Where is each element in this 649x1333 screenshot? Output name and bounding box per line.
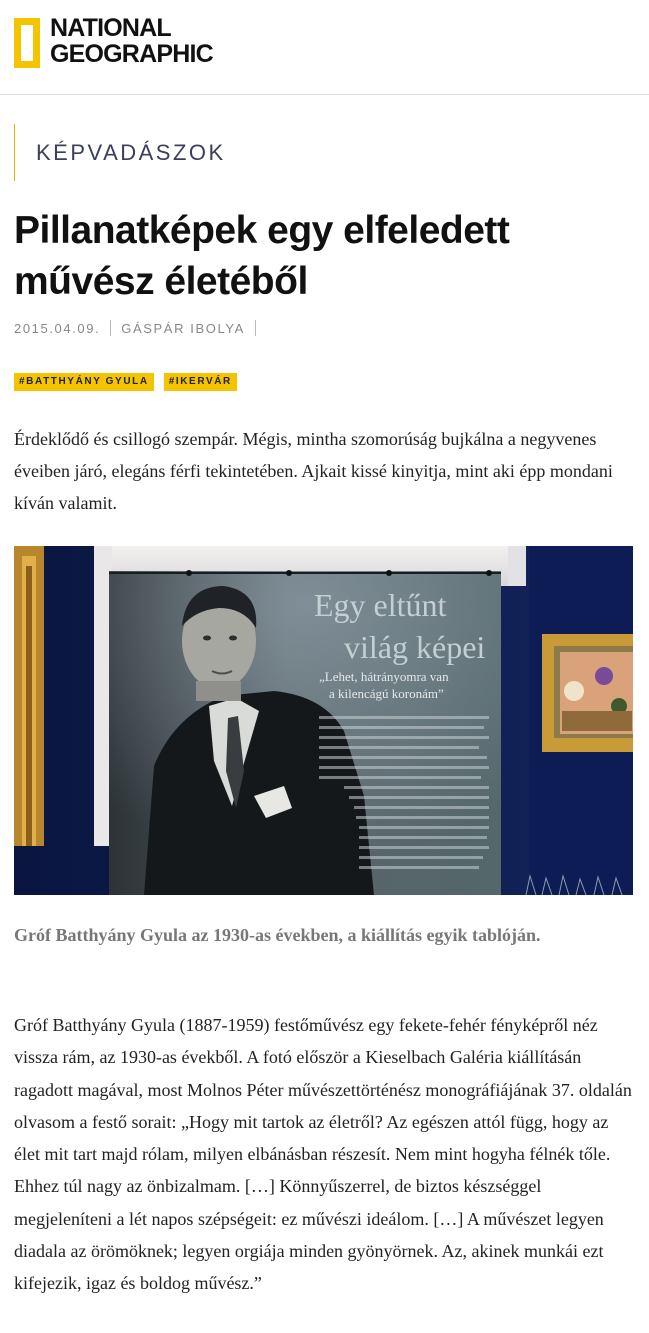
tag-ikervar[interactable]: #IKERVÁR — [164, 373, 237, 391]
tag-batthyany-gyula[interactable]: #BATTHYÁNY GYULA — [14, 373, 154, 391]
banner-quote-line2: a kilencágú koronám” — [329, 686, 444, 701]
meta-divider — [110, 320, 111, 336]
banner-heading-line1: Egy eltűnt — [314, 587, 447, 623]
logo-line-1: NATIONAL — [50, 14, 171, 42]
yellow-border-icon — [14, 18, 40, 68]
article-date: 2015.04.09. — [14, 320, 101, 336]
article-author[interactable]: GÁSPÁR IBOLYA — [121, 320, 245, 336]
national-geographic-logo[interactable] — [14, 15, 213, 75]
article-photo[interactable] — [14, 546, 633, 895]
logo-wordmark — [50, 15, 213, 67]
article-body: Gróf Batthyány Gyula (1887-1959) festőművész egy fekete-fehér fényképről néz vissza rám, az 1930-as évekből. A fotó először a Kieselbach Galéria kiállításán ragadott magával, most Molnos Péter művészettörténész monográfiájának 37. oldalán olvasom a festő sorait: „Hogy mit tartok az életről? Az egészen attól függ, hogy az élet mit tart majd rólam, milyen elbánásban részesít. Nem mint hogyha félnék tőle. Ehhez túl nagy az önbizalmam. […] Könnyűszerrel, de biztos készséggel megjeleníteni a lét napos szépségeit: ez művészi ideálom. […] A művészet legyen diadala az örömöknek; legyen orgiája minden gyönyörnek. Az, akinek munkái ezt kifejezik, igaz és boldog művész.” — [14, 1015, 632, 1294]
meta-divider — [255, 320, 256, 336]
article-meta — [14, 320, 266, 336]
article-lead: Érdeklődő és csillogó szempár. Mégis, mintha szomorúság bujkálna a negyvenes éveiben járó, elegáns férfi tekintetében. Ajkait kissé kinyitja, mint aki épp mondani kíván valamit. — [14, 429, 613, 513]
banner-quote-line1: „Lehet, hátrányomra van — [319, 669, 449, 684]
photo-caption: Gróf Batthyány Gyula az 1930-as években, a kiállítás egyik tablóján. — [14, 925, 541, 945]
logo-line-2: GEOGRAPHIC — [50, 40, 213, 68]
banner-heading-line2: világ képei — [344, 629, 486, 665]
site-header — [0, 0, 649, 95]
section-label[interactable]: KÉPVADÁSZOK — [14, 124, 226, 181]
article-title: Pillanatképek egy elfeledett művész életéből — [14, 209, 510, 303]
tag-list — [14, 373, 237, 391]
